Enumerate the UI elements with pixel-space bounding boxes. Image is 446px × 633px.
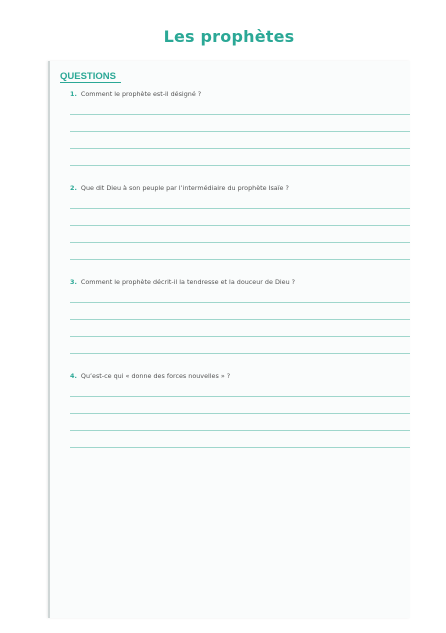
answer-line[interactable] [70,242,410,243]
question-number: 2. [70,184,77,192]
question-2-text [70,184,410,193]
question-label: Comment le prophète est-il désigné ? [80,90,202,98]
question-4 [70,372,410,381]
question-number: 1. [70,90,77,98]
answer-line[interactable] [70,114,410,115]
answer-line[interactable] [70,396,410,397]
question-2 [70,184,410,193]
answer-line[interactable] [70,148,410,149]
question-label: Comment le prophète décrit-il la tendresse et la douceur de Dieu ? [80,278,296,286]
question-3 [70,278,410,287]
page-title: Les prophètes [163,27,295,46]
answer-line[interactable] [70,131,410,132]
answer-line[interactable] [70,353,410,354]
question-4-text [70,372,410,381]
answer-line[interactable] [70,208,410,209]
answer-line[interactable] [70,430,410,431]
question-1 [70,90,410,99]
answer-line[interactable] [70,302,410,303]
question-number: 3. [70,278,77,286]
answer-line[interactable] [70,165,410,166]
answer-line[interactable] [70,259,410,260]
answer-line[interactable] [70,319,410,320]
answer-line[interactable] [70,225,410,226]
question-label: Que dit Dieu à son peuple par l’intermédiaire du prophète Isaïe ? [80,184,289,192]
question-3-text [70,278,410,287]
questions-heading: QUESTIONS [60,71,121,83]
answer-line[interactable] [70,413,410,414]
question-number: 4. [70,372,77,380]
answer-line[interactable] [70,336,410,337]
worksheet [48,61,410,618]
question-1-text [70,90,410,99]
question-label: Qu’est-ce qui « donne des forces nouvelles » ? [80,372,231,380]
answer-line[interactable] [70,447,410,448]
